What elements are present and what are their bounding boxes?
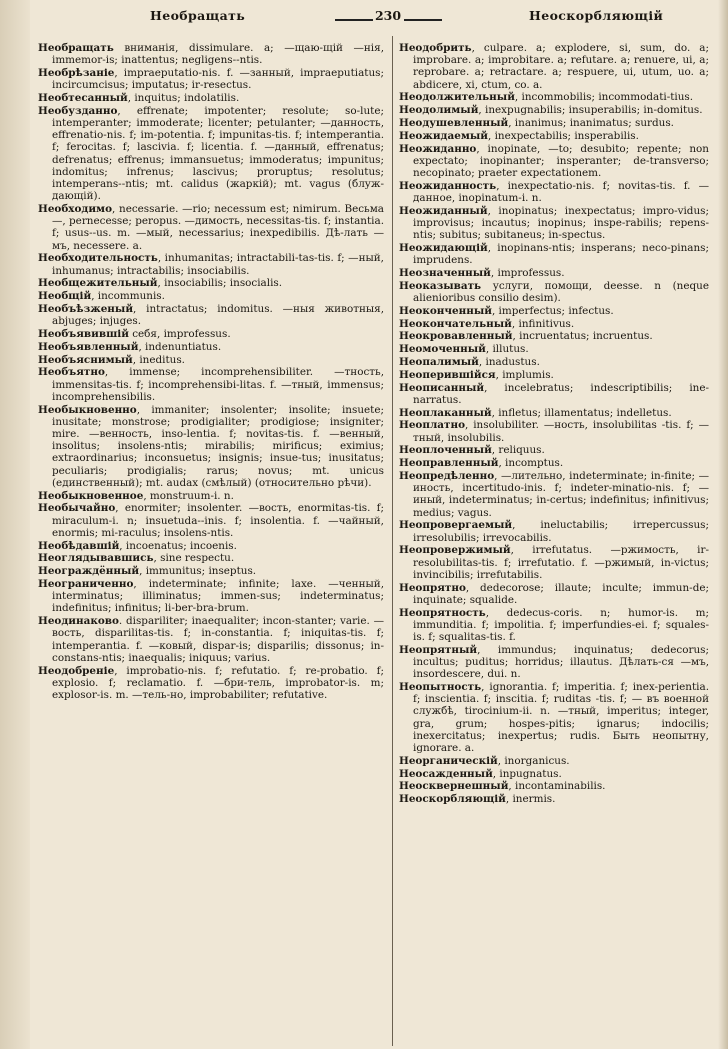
dictionary-entry (399, 544, 709, 581)
entry-definition: , inhumanitas; intractabili-tas-tis. f; —ный, inhumanus; intractabilis; insociabilis. (52, 252, 384, 277)
dictionary-entry (399, 330, 709, 342)
entry-definition: , enormiter; insolenter. —вость, enormitas-tis. f; miraculum-i. n; insuetuda--inis. f; insolentia. f. —чайный, enormis; mi-raculus; insolens-ntis. (52, 502, 384, 539)
dictionary-entry (399, 768, 709, 780)
dictionary-entry (399, 519, 709, 543)
entry-headword: Необщій (38, 290, 92, 303)
entry-definition: себя, improfessus. (128, 328, 231, 341)
entry-definition: , indenuntiatus. (138, 340, 222, 353)
dictionary-entry (38, 540, 384, 552)
entry-definition: , inanimus; inanimatus; surdus. (508, 117, 674, 129)
entry-definition: , ineditus. (132, 353, 185, 366)
entry-definition: , insolubiliter. —ность, insolubilitas -tis. f; —тный, insolubilis. (413, 419, 709, 444)
entry-definition: , monstruum-i. n. (143, 489, 234, 502)
entry-headword: Неопровергаемый (399, 519, 513, 532)
entry-headword: Неоконченный (399, 304, 492, 317)
entry-headword: Неоплаканный (399, 406, 492, 419)
entry-definition: , inquitus; indolatilis. (127, 92, 240, 104)
entry-definition: , infletus; illamentatus; indelletus. (491, 406, 672, 419)
entry-definition: , inexpugnabilis; insuperabilis; in-domitus. (478, 104, 703, 117)
dictionary-entry (38, 502, 384, 539)
dictionary-entry (38, 92, 384, 104)
entry-headword: Необыкновенное (38, 489, 144, 502)
entry-definition: , —лительно, indeterminate; in-finite; —иность, incertitudo-inis. f; indeter-minatio-nis. f; —иный, indeterminatus; in-certus; indefinitus; infinitivus; medius; vagus. (413, 469, 709, 519)
entry-headword: Неоказывать (399, 279, 482, 292)
entry-headword: Неодолжительный (399, 91, 515, 104)
entry-headword: Неозначенный (399, 267, 491, 279)
entry-definition: , illutus. (485, 343, 529, 356)
entry-definition: услуги, помощи, deesse. n (neque alienioribus consilio desim). (413, 279, 709, 304)
entry-definition: , incommobilis; incommodati-tius. (514, 91, 694, 104)
entry-definition: , indeterminate; infinite; laxe. —ченный, interminatus; illiminatus; immen-sus; indeterminatus; indefinitus; infinitus; li-ber-bra-brum. (52, 578, 384, 615)
entry-definition: , incontaminabilis. (508, 780, 606, 793)
dictionary-entry (399, 242, 709, 266)
entry-headword: Неописанный (399, 381, 485, 394)
entry-headword: Неограниченно (38, 578, 134, 591)
entry-definition: , ineluctabilis; irrepercussus; irresolubilis; irrevocabilis. (413, 519, 709, 544)
entry-headword: Необходимо (38, 203, 113, 216)
entry-definition: , incoenatus; incoenis. (119, 539, 237, 552)
entry-headword: Неопытность (399, 680, 482, 693)
entry-headword: Неоглядывавшись (38, 552, 154, 565)
entry-definition: вниманія, dissimulare. a; —щаю-щій —нія, immemor-is; inattentus; negligens--ntis. (52, 42, 384, 67)
dictionary-entry (399, 755, 709, 767)
entry-definition: , irrefutatus. —ржимость, ir-resolubilitas-tis. f; irrefutatio. f. —ржимый, in-victus; invincibilis; irrefutabilis. (413, 544, 709, 581)
entry-definition: , incruentatus; incruentus. (512, 330, 653, 343)
dictionary-entry (399, 130, 709, 142)
entry-definition: , effrenate; impotenter; resolute; so-lute; intemperanter; immoderate; licenter; petulanter; —данность, effrenatio-nis. f; im-potentia. f; impunitas-tis. f; intemperantia. f; ferocitas. f; lascivia. f; licentia. f. —данный, effrenatus; defrenatus; effrenus; immansuetus; immoderatus; impunitus; indomitus; infrenus; lascivus; proruptus; resolutus; intemperans--ntis; mt. calidus (жаркій); mt. vagus (блуж-дающій). (52, 104, 384, 203)
dictionary-entry (399, 382, 709, 406)
entry-definition: , immaniter; insolenter; insolite; insuete; inusitate; monstrose; prodigialiter; prodigiose; insigniter; mire. —венность, inso-lentia. f; novitas-tis. f. —венный, insolitus; insolens-ntis; mirabilis; mirificus; eximius; extraordinarius; inconsuetus; insignis; insue-tus; inusitatus; peculiaris; prodigialis; rarus; novus; mt. unicus (единственный); mt. audax (смѣлый) (относительно рѣчи). (52, 403, 384, 489)
left-column (38, 42, 384, 702)
entry-headword: Неожиданный (399, 204, 488, 217)
entry-headword: Неопрятность (399, 606, 486, 619)
dictionary-entry (399, 356, 709, 368)
left-guide-word: Необращать (150, 8, 246, 23)
entry-definition: , inexpectabilis; insperabilis. (487, 129, 639, 142)
entry-headword: Неорганическій (399, 754, 498, 767)
dictionary-entry (38, 578, 384, 615)
dictionary-entry (399, 305, 709, 317)
dictionary-entry (399, 681, 709, 754)
dictionary-entry (399, 457, 709, 469)
dictionary-entry (399, 180, 709, 204)
entry-definition: , intractatus; indomitus. —ныя животныя, abjuges; injuges. (52, 303, 384, 328)
dictionary-entry (399, 582, 709, 606)
entry-headword: Необузданно (38, 104, 118, 117)
dictionary-entry (399, 793, 709, 805)
entry-headword: Неокровавленный (399, 330, 513, 343)
entry-definition: , incomptus. (498, 457, 564, 470)
entry-definition: , inexpectatio-nis. f; novitas-tis. f. —данное, inopinatum-i. n. (413, 179, 709, 204)
entry-definition: , necessarie. —rio; necessum est; nimirum. Весьма —, pernecesse; peropus. —димость, necessitas-tis. f; instantia. f; usus--us. m. —мый, necessarius; inexpedibilis. Дѣ-лать —мъ, necessere. a. (52, 203, 384, 252)
entry-headword: Неожидающій (399, 242, 488, 254)
entry-headword: Неограждённый (38, 565, 140, 578)
entry-headword: Неосажденный (399, 767, 493, 780)
entry-headword: Неоплатно (399, 419, 465, 432)
dictionary-entry (38, 328, 384, 340)
dictionary-entry (38, 366, 384, 403)
dictionary-entry (399, 644, 709, 681)
entry-definition: , dedecus-coris. n; humor-is. m; immunditia. f; impolitia. f; imperfundies-ei. f; squales-is. f; squalitas-tis. f. (413, 606, 709, 643)
entry-definition: . dispariliter; inaequaliter; incon-stanter; varie. —вость, disparilitas-tis. f; in-constantia. f; iniquitas-tis. f; intemperantia. f. —ковый, dispar-is; disparilis; dissonus; in-constans-ntis; inaequalis; iniquus; varius. (52, 615, 384, 664)
entry-headword: Неодушевленный (399, 117, 509, 129)
header-dash-right (404, 19, 442, 21)
entry-headword: Необѣдавшій (38, 539, 120, 552)
entry-definition: , inpugnatus. (492, 767, 562, 780)
right-guide-word: Неоскорбляющій (529, 8, 664, 23)
dictionary-entry (399, 780, 709, 792)
column-divider (392, 36, 393, 1046)
entry-headword: Неокончательный (399, 317, 512, 330)
book-binding-shadow (0, 0, 30, 1049)
entry-headword: Неосквернешный (399, 780, 509, 793)
entry-definition: , inermis. (505, 793, 556, 806)
dictionary-entry (38, 303, 384, 327)
entry-definition: , inopinans-ntis; insperans; neco-pinans; imprudens. (413, 242, 709, 267)
dictionary-entry (399, 369, 709, 381)
entry-headword: Необрѣзаніе (38, 67, 115, 79)
dictionary-entry (38, 490, 384, 502)
entry-headword: Неожидаемый (399, 129, 488, 142)
dictionary-entry (38, 665, 384, 702)
entry-headword: Необращать (38, 42, 114, 54)
entry-headword: Необтесанный (38, 92, 128, 104)
dictionary-entry (399, 419, 709, 443)
entry-definition: , insociabilis; insocialis. (157, 277, 283, 290)
entry-headword: Неоперившійся (399, 368, 496, 381)
entry-headword: Неодолимый (399, 104, 479, 117)
dictionary-entry (38, 552, 384, 564)
entry-definition: , inopinate, —to; desubito; repente; non expectato; inopinanter; insperanter; de-transverso; necopinato; praeter expectationem. (413, 142, 709, 179)
entry-definition: , immunitus; inseptus. (139, 565, 257, 578)
dictionary-entry (399, 267, 709, 279)
entry-definition: , immundus; inquinatus; dedecorus; incultus; puditus; horridus; illautus. Дѣлать-ся —мъ, insordescere, dui. n. (413, 643, 709, 681)
dictionary-entry (399, 444, 709, 456)
dictionary-entry (399, 143, 709, 180)
entry-headword: Неодобрить (399, 42, 472, 54)
entry-headword: Неоправленный (399, 457, 499, 470)
entry-headword: Неопалимый (399, 355, 479, 368)
entry-headword: Необъяснимый (38, 353, 133, 366)
dictionary-entry (399, 205, 709, 242)
entry-definition: , incommunis. (91, 290, 165, 303)
page-number: 230 (374, 8, 402, 23)
page-edge-shadow (718, 0, 728, 1049)
entry-definition: , incelebratus; indescriptibilis; ine-narratus. (413, 381, 709, 406)
entry-headword: Необходительность (38, 252, 158, 265)
entry-headword: Необъявленный (38, 340, 139, 353)
dictionary-entry (38, 203, 384, 252)
entry-definition: , implumis. (495, 368, 554, 381)
entry-definition: , reliquus. (491, 444, 545, 457)
entry-headword: Неопредѣленно (399, 469, 495, 482)
dictionary-entry (399, 104, 709, 116)
dictionary-entry (399, 470, 709, 519)
right-column (399, 42, 709, 806)
entry-definition: , immense; incomprehensibiliter. —тность, immensitas-tis. f; incomprehensibi-litas. f. —тный, immensus; incomprehensibilis. (52, 366, 384, 403)
entry-definition: , improfessus. (490, 267, 565, 279)
entry-headword: Неоскорбляющій (399, 793, 506, 806)
dictionary-entry (38, 565, 384, 577)
entry-definition: , ignorantia. f; imperitia. f; inex-perientia. f; inscientia. f; inscitia. f; ruditas -tis. f; — въ военной службѣ, tirocinium-ii. n. —тный, imperitus; integer, gra, grum; hospes-pitis; ignarus; indocilis; inexercitatus; inexpertus; rudis. Быть неопытну, ignorare. a. (413, 680, 709, 754)
dictionary-entry (38, 67, 384, 91)
entry-headword: Необычайно (38, 502, 116, 515)
entry-headword: Неодинаково (38, 615, 119, 628)
dictionary-entry (38, 404, 384, 489)
page-header (0, 8, 728, 38)
entry-headword: Необъѣзженый (38, 303, 134, 316)
dictionary-entry (38, 615, 384, 664)
dictionary-entry (399, 42, 709, 91)
dictionary-entry (399, 117, 709, 129)
dictionary-entry (399, 318, 709, 330)
dictionary-entry (38, 42, 384, 66)
entry-headword: Неожиданность (399, 179, 497, 192)
entry-definition: , improbatio-nis. f; refutatio. f; re-probatio. f; explosio. f; reclamatio. f. —бри-тель, improbator-is. m; explosor-is. m. —тель-но, improbabiliter; refutative. (52, 664, 384, 702)
entry-headword: Неомоченный (399, 343, 486, 356)
dictionary-entry (38, 252, 384, 276)
entry-headword: Неожиданно (399, 142, 477, 155)
dictionary-entry (399, 280, 709, 304)
dictionary-entry (38, 277, 384, 289)
entry-headword: Неопровержимый (399, 544, 511, 557)
entry-definition: , impraeputatio-nis. f. —занный, impraeputiatus; incircumcisus; imputatus; ir-resectus. (52, 67, 384, 92)
entry-definition: , dedecorose; illaute; inculte; immun-de; inquinate; squalide. (413, 581, 709, 606)
dictionary-entry (399, 91, 709, 103)
dictionary-entry (399, 343, 709, 355)
entry-definition: , inadustus. (478, 355, 540, 368)
entry-headword: Неопрятный (399, 643, 478, 656)
entry-headword: Необъявившій (38, 328, 129, 341)
entry-definition: , imperfectus; infectus. (491, 304, 614, 317)
entry-headword: Неодобреніе (38, 664, 115, 677)
dictionary-entry (399, 607, 709, 644)
entry-definition: , culpare. a; explodere, si, sum, do. a; improbare. a; improbitare. a; refutare. a; renuere, ui, a; reprobare. a; retractare. a; respuere, ui, utum, uo. a; abdicere, xi, ctum, co. a. (413, 42, 709, 91)
entry-headword: Необыкновенно (38, 403, 137, 416)
entry-definition: , sine respectu. (153, 552, 235, 565)
dictionary-entry (38, 354, 384, 366)
entry-definition: , inorganicus. (497, 754, 570, 767)
entry-headword: Необщежительный (38, 277, 158, 290)
entry-definition: , infinitivus. (511, 317, 575, 330)
entry-headword: Необъятно (38, 366, 105, 379)
dictionary-entry (399, 407, 709, 419)
dictionary-entry (38, 105, 384, 203)
entry-headword: Неоплоченный (399, 444, 492, 457)
dictionary-entry (38, 341, 384, 353)
entry-headword: Неопрятно (399, 581, 466, 594)
entry-definition: , inopinatus; inexpectatus; impro-vidus; improvisus; incautus; inopinus; inspe-rabilis; repens-ntis; subitus; subitaneus; in-spectus. (413, 204, 709, 242)
dictionary-entry (38, 290, 384, 302)
